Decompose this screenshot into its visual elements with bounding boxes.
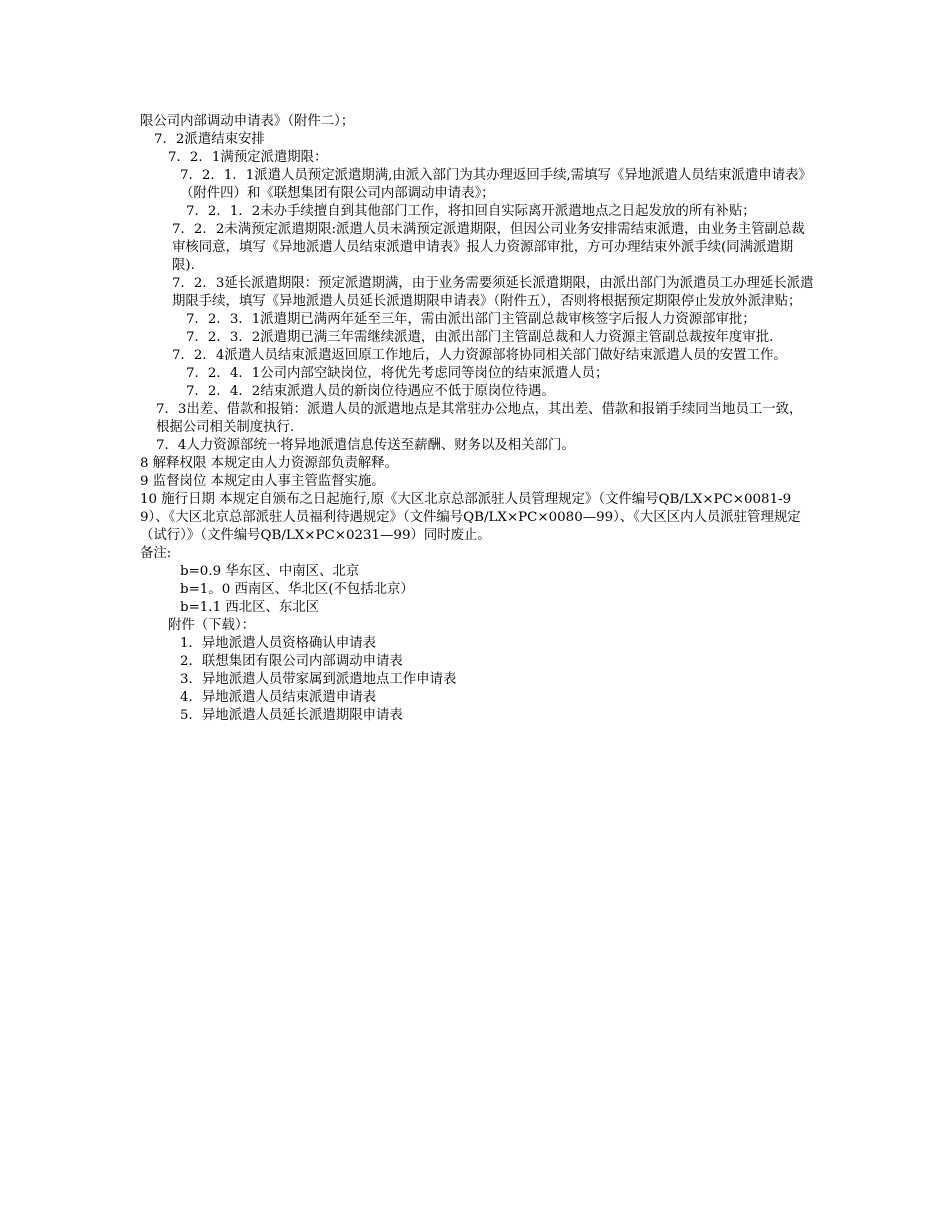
- subsection-paragraph: 7．2．3延长派遣期限：预定派遣期满，由于业务需要须延长派遣期限，由派出部门为派遣员工办理延长派遣期限手续，填写《异地派遣人员延长派遣期限申请表》（附件五），否则将根据预定期限停止发放外派津贴；: [172, 276, 814, 309]
- section-heading: 7．2派遣结束安排: [154, 132, 265, 147]
- chapter-paragraph: 9 监督岗位 本规定由人事主管监督实施。: [140, 474, 385, 489]
- section-paragraph: 7．4人力资源部统一将异地派遣信息传送至薪酬、财务以及相关部门。: [156, 438, 575, 453]
- chapter-paragraph: 8 解释权限 本规定由人力资源部负责解释。: [140, 456, 399, 471]
- clause-paragraph: 7．2．3．1派遣期已满两年延至三年，需由派出部门主管副总裁审核签字后报人力资源部审批；: [186, 312, 756, 327]
- clause-paragraph: 7．2．4．1公司内部空缺岗位，将优先考虑同等岗位的结束派遣人员；: [186, 366, 609, 381]
- attachment-item: 4．异地派遣人员结束派遣申请表: [180, 690, 376, 705]
- remark-item: b=1.1 西北区、东北区: [180, 600, 320, 615]
- clause-paragraph: 7．2．1．1派遣人员预定派遣期满,由派入部门为其办理返回手续,需填写《异地派遣人员结束派遣申请表》（附件四）和《联想集团有限公司内部调动申请表》；: [180, 168, 812, 201]
- subsection-heading: 7．2．1满预定派遣期限：: [168, 150, 328, 165]
- section-paragraph: 7．3出差、借款和报销：派遣人员的派遣地点是其常驻办公地点，其出差、借款和报销手续同当地员工一致，根据公司相关制度执行.: [156, 402, 803, 435]
- remark-item: b=0.9 华东区、中南区、北京: [180, 564, 360, 579]
- document-body: [140, 113, 815, 725]
- remarks-label: 备注:: [140, 546, 172, 561]
- attachment-item: 5．异地派遣人员延长派遣期限申请表: [180, 708, 403, 723]
- subsection-paragraph: 7．2．4派遣人员结束派遣返回原工作地后，人力资源部将协同相关部门做好结束派遣人员的安置工作。: [172, 348, 787, 363]
- attachment-item: 1．异地派遣人员资格确认申请表: [180, 636, 376, 651]
- attachment-item: 2．联想集团有限公司内部调动申请表: [180, 654, 403, 669]
- clause-paragraph: 7．2．3．2派遣期已满三年需继续派遣，由派出部门主管副总裁和人力资源主管副总裁按年度审批.: [186, 330, 774, 345]
- clause-paragraph: 7．2．1．2未办手续擅自到其他部门工作，将扣回自实际离开派遣地点之日起发放的所有补贴；: [186, 204, 756, 219]
- attachment-item: 3．异地派遣人员带家属到派遣地点工作申请表: [180, 672, 457, 687]
- chapter-paragraph: 10 施行日期 本规定自颁布之日起施行,原《大区北京总部派驻人员管理规定》（文件编号QB/LX×PC×0081-99）、《大区北京总部派驻人员福利待遇规定》（文件编号QB/LX×PC×0080—99）、《大区区内人员派驻管理规定（试行）》（文件编号QB/LX×PC×0231—99）同时废止。: [140, 492, 801, 543]
- subsection-paragraph: 7．2．2未满预定派遣期限:派遣人员未满预定派遣期限，但因公司业务安排需结束派遣，由业务主管副总裁审核同意，填写《异地派遣人员结束派遣申请表》报人力资源部审批，方可办理结束外派手续(同满派遣期限).: [172, 222, 805, 273]
- text-line: 限公司内部调动申请表》（附件二）；: [140, 114, 355, 129]
- remark-item: b=1。0 西南区、华北区(不包括北京）: [180, 582, 414, 597]
- attachments-label: 附件（下载）：: [168, 618, 256, 633]
- clause-paragraph: 7．2．4．2结束派遣人员的新岗位待遇应不低于原岗位待遇。: [186, 384, 555, 399]
